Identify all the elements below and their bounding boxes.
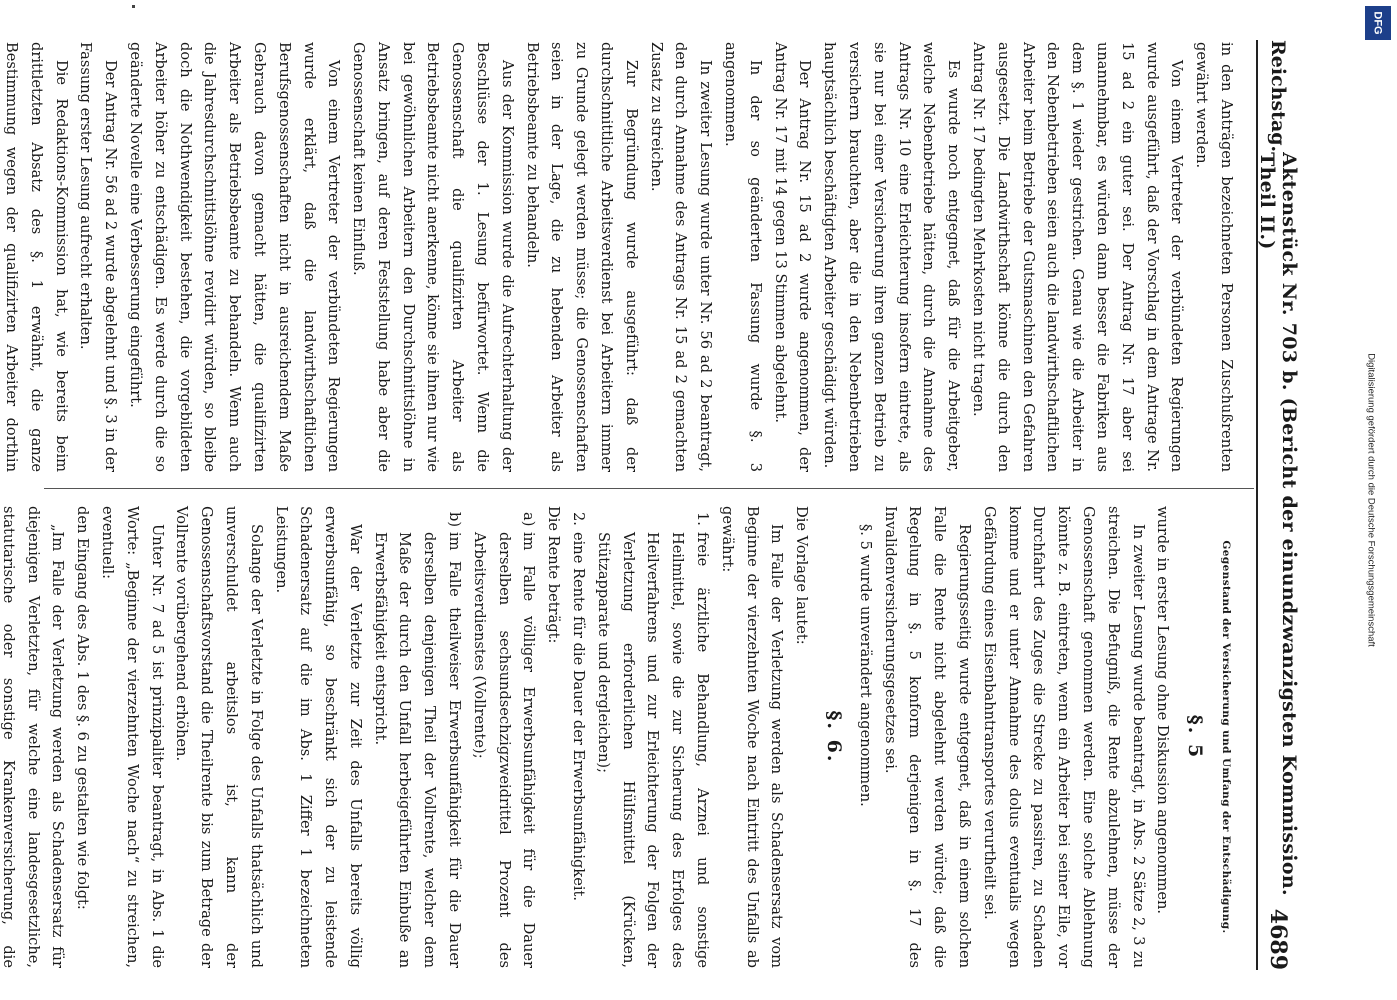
paragraph: in den Anträgen bezeichneten Personen Zuschußrenten gewährt werden.	[1193, 42, 1235, 472]
list-item	[466, 506, 540, 968]
paragraph: Es wurde noch entgegnet, daß für die Arbeitgeber, welche Nebenbetriebe hätten, durch die Annahme des Antrags Nr. 10 eine Erleichterung insofern eintrete, als sie nur bei einer Versicherung ihren ganzen Betrieb zu versichern brauchten, aber die in den Nebenbetrieben hauptsächlich beschäftigten Arbeiter geschädigt würden.	[821, 42, 963, 472]
paragraph: In zweiter Lesung wurde beantragt, in Abs. 2 Sätze 2, 3 zu streichen. Die Befugniß, die Rente abzulehnen, müsse der Genossenschaft genommen werden. Eine solche Ablehnung könnte z. B. eintreten, wenn ein Arbeiter bei seiner Eile, vor Durchfahrt des Zuges die Strecke zu passiren, zu Schaden komme und er unter Annahme des dolus eventualis wegen Gefährdung eines Eisenbahntransportes verurtheilt sei.	[980, 506, 1147, 968]
paragraph: §. 5 wurde unverändert angenommen.	[856, 524, 874, 807]
paragraph: Im Falle der Verletzung werden als Schadensersatz vom Beginne der vierzehnten Woche nach Eintritt des Unfalls ab gewährt:	[718, 506, 786, 968]
paragraph-sign: §. 6.	[823, 710, 846, 764]
item-number: 2.	[570, 512, 588, 526]
paragraph: In zweiter Lesung wurde unter Nr. 56 ad 2 beantragt, den durch Annahme des Antrags Nr. 15 ad 2 gemachten Zusatz zu streichen.	[647, 42, 715, 472]
list-item	[367, 506, 466, 968]
left-column	[0, 42, 1238, 472]
paragraph-sign: §. 5	[1184, 714, 1207, 760]
page-number: 4689	[1265, 908, 1291, 970]
item-text: freie ärztliche Behandlung, Arznei und sonstige Heilmittel, sowie die zur Sicherung des Erfolges des Heilverfahrens und zur Erleichterung der Folgen der Verletzung erforderlichen Hülfsmittel (Krücken, Stützapparate und dergleichen);	[594, 532, 712, 968]
digitization-note	[1355, 0, 1391, 1000]
paragraph: „Im Falle der Verletzung werden als Schadensersatz für diejenigen Verletzten, für welche eine landesgesetzliche, statutarische oder sonstige Krankenversicherung, die	[0, 506, 67, 968]
right-column	[0, 506, 1238, 968]
paragraph: Zur Begründung wurde ausgeführt: daß der durchschnittliche Arbeitsverdienst bei Arbeitern immer zu Grunde gelegt werden müsse; die Genossenschaften seien in der Lage, die zu hebenden Arbeiter als Betriebsbeamte zu behandeln.	[523, 42, 640, 472]
digitization-text: Digitalisierung gefördert durch die Deutsche Forschungsgemeinschaft	[1365, 353, 1377, 647]
column-divider	[44, 488, 1254, 489]
list-item	[590, 506, 714, 968]
paragraph: Die Rente beträgt:	[545, 506, 563, 644]
paragraph: den Eingang des Abs. 1 des §. 6 zu gestalten wie folgt:	[74, 506, 92, 910]
paragraph: In der so geänderten Fassung wurde §. 3 angenommen.	[722, 42, 764, 472]
page-header	[1256, 40, 1298, 970]
item-text: im Falle völliger Erwerbsunfähigkeit für die Dauer derselben sechsundsechzigzweidrittel Prozent des Arbeitsverdienstes (Vollrente);	[470, 532, 538, 968]
dfg-logo	[1365, 6, 1391, 40]
header-title: Aktenstück Nr. 703 b. (Bericht der einundzwanzigsten Kommission. Theil II.)	[1256, 152, 1300, 896]
item-text: eine Rente für die Dauer der Erwerbsunfähigkeit.	[570, 532, 588, 902]
dfg-logo-text: DFG	[1371, 11, 1384, 35]
header-left: Reichstag.	[1267, 40, 1289, 153]
list-item	[565, 506, 590, 968]
speck-mark	[132, 5, 135, 8]
paragraph: War der Verletzte zur Zeit des Unfalls bereits völlig erwerbsunfähig, so beschränkt sich der zu leistende Schadenersatz auf die im Abs. 1 Ziffer 1 bezeichneten Leistungen.	[272, 506, 364, 968]
paragraph: Unter Nr. 7 ad 5 ist prinzipaliter beantragt, in Abs. 1 die Worte: „Beginne der vierzehnten Woche nach“ zu streichen, eventuell:	[98, 506, 166, 968]
paragraph: Der Antrag Nr. 56 ad 2 wurde abgelehnt und §. 3 in der Fassung erster Lesung aufrecht erhalten.	[77, 42, 120, 472]
paragraph: Die Redaktions-Kommission hat, wie bereits beim drittletzten Absatz des §. 1 erwähnt, die ganze Bestimmung wegen der qualifizirten Arbeiter dorthin	[2, 42, 70, 472]
paragraph: Solange der Verletzte in Folge des Unfalls thatsächlich und unverschuldet arbeitslos ist, kann der Genossenschaftsvorstand die Theilrente bis zum Betrage der Vollrente vorübergehend erhöhen.	[173, 506, 265, 968]
paragraph: Die Vorlage lautet:	[793, 506, 811, 645]
item-text: im Falle theilweiser Erwerbsunfähigkeit für die Dauer derselben denjenigen Theil der Vollrente, welcher dem Maße der durch den Unfall herbeigeführten Einbuße an Erwerbsfähigkeit entspricht.	[371, 532, 464, 968]
item-number: 1.	[694, 512, 712, 526]
paragraph: Regierungsseitig wurde entgegnet, daß in einem solchen Falle die Rente nicht abgelehnt werden würde; daß die Regelung in §. 5 konform derjenigen in §. 17 des Invalidenversicherungsgesetzes sei.	[881, 506, 974, 968]
paragraph: wurde in erster Lesung ohne Diskussion angenommen.	[1154, 506, 1172, 915]
item-number: b)	[446, 512, 464, 528]
paragraph: Der Antrag Nr. 15 ad 2 wurde angenommen, der Antrag Nr. 17 mit 14 gegen 13 Stimmen abgelehnt.	[771, 42, 814, 472]
paragraph: Aus der Kommission wurde die Aufrechterhaltung der Beschlüsse der 1. Lesung befürwortet. Wenn die Genossenschaft die qualifizirten Arbeiter als Betriebsbeamte nicht anerkenne, könne sie ihnen nur wie bei gewöhnlichen Arbeitern den Durchschnittslöhne in Ansatz bringen, auf deren Feststellung habe aber die Genossenschaft keinen Einfluß.	[350, 42, 516, 472]
item-number: a)	[520, 512, 538, 527]
paragraph: Von einem Vertreter der verbündeten Regierungen wurde erklärt, daß die landwirthschaftlichen Berufsgenossenschaften nicht in ausreichendem Maße Gebrauch davon gemacht hätten, die qualifizirten Arbeiter als Betriebsbeamte zu behandeln. Wenn auch die Jahresdurchschnittslöhne revidirt würden, so bleibe doch die Nothwendigkeit bestehen, die vorgebildeten Arbeiter höher zu entschädigen. Es werde durch die so geänderte Novelle eine Verbesserung eingeführt.	[126, 42, 343, 472]
paragraph: Von einem Vertreter der verbündeten Regierungen wurde ausgeführt, daß der Vorschlag in dem Antrage Nr. 15 ad 2 ein guter sei. Der Antrag Nr. 17 aber sei unannehmbar, es würden dann besser die Fabriken aus dem §. 1 wieder gestrichen. Genau wie die Arbeiter in den Nebenbetrieben seien auch die landwirthschaftlichen Arbeiter beim Betriebe der Gutsmaschinen den Gefahren ausgesetzt. Die Landwirthschaft könne die durch den Antrag Nr. 17 bedingten Mehrkosten nicht tragen.	[970, 42, 1186, 472]
section-heading: Gegenstand der Versicherung und Umfang der Entschädigung.	[1220, 540, 1232, 934]
